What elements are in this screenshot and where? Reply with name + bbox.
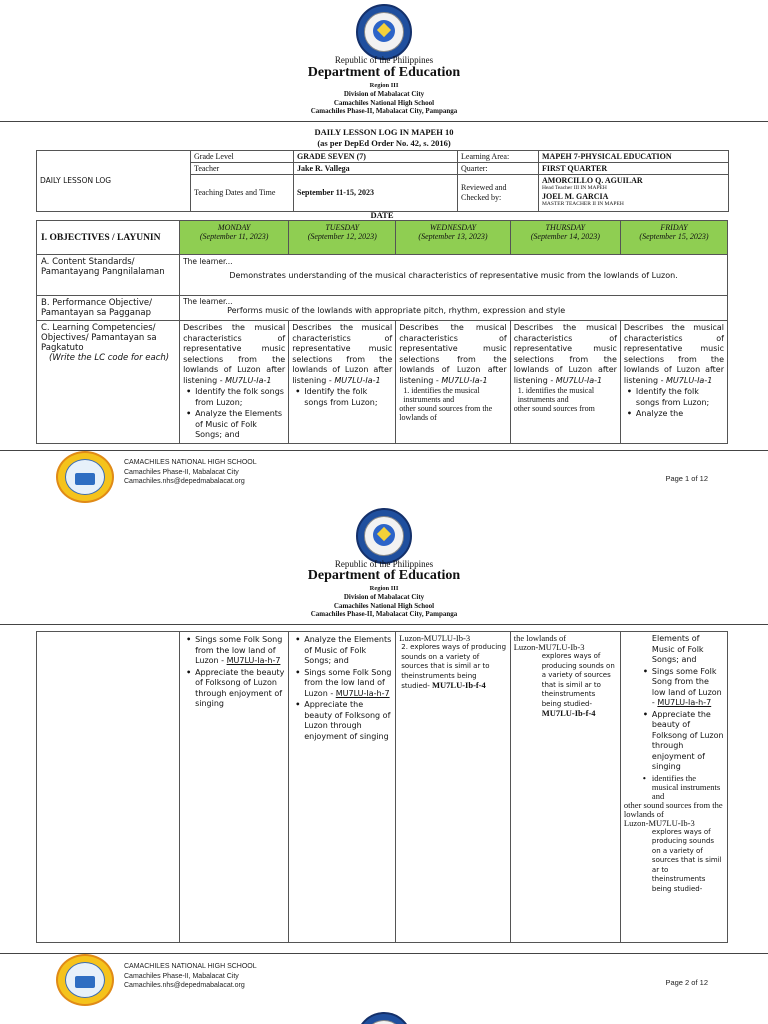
lc-code: MU7LU-Ia-h-7: [335, 688, 390, 698]
competency-list: [292, 387, 392, 408]
list-item: • Appreciate the beauty of Folksong of Luzon through enjoyment of singing: [195, 668, 285, 710]
competency-list: [183, 387, 285, 441]
list-text: Sings some Folk Song from the low land of Luzon -: [304, 667, 392, 698]
quarter-value: FIRST QUARTER: [539, 163, 729, 175]
reviewer-1-title: Head Teacher III IN MAPEH: [542, 185, 607, 191]
thursday-competency: [510, 321, 620, 444]
list-item: • Identify the folk songs from Luzon;: [636, 387, 724, 408]
objectives-table-continued: [36, 631, 728, 943]
performance-cell: [180, 296, 728, 321]
reviewed-label: Reviewed and Checked by:: [458, 175, 539, 212]
numbered-item: [399, 643, 506, 692]
numbered-item: 1. identifies the musical instruments and: [517, 386, 595, 404]
header-rule: [0, 121, 768, 122]
teaching-dates-value: September 11-15, 2023: [294, 175, 458, 212]
grade-level-value: GRADE SEVEN (7): [294, 151, 458, 163]
footer-text: [124, 458, 257, 487]
competency-label-cell: [37, 321, 180, 444]
list-text: Sings some Folk Song from the low land of Luzon -: [651, 666, 722, 707]
day-tuesday: [289, 221, 396, 255]
footer-rule: [0, 953, 768, 954]
lesson-log-subtitle: (as per DepEd Order No. 42, s. 2016): [317, 138, 451, 148]
lc-code: MU7LU-Ia-h-7: [226, 656, 281, 665]
competency-text: Describes the musical characteristics of representative music selections from the lowlands of Luzon after listening -: [399, 323, 507, 385]
item-text: explores ways of producing sounds on a variety of sources that is simil ar to theinstruments being studied-: [541, 652, 615, 708]
header-region: Region III: [369, 585, 399, 592]
date-heading: DATE: [370, 210, 394, 220]
info-table: [36, 150, 729, 212]
header-address: Camachiles Phase-II, Mabalacat City, Pampanga: [310, 107, 458, 115]
list-item: • identifies the musical instruments and: [652, 774, 724, 801]
header-republic: Republic of the Philippines: [334, 559, 434, 569]
deped-seal: [356, 4, 412, 60]
footer-email: Camachiles.nhs@depedmabalacat.org: [124, 478, 245, 485]
content-standards-lead: The learner...: [183, 257, 233, 266]
day-name: MONDAY: [217, 223, 251, 232]
content-standards-label: A. Content Standards/ Pamantayang Pangnilalaman: [37, 255, 180, 296]
list-item: [652, 667, 724, 709]
list-item: [195, 635, 285, 667]
day-date: (September 11, 2023): [199, 232, 269, 241]
competency-list: [292, 635, 392, 742]
friday-competency: [620, 321, 727, 444]
learning-area-label: Learning Area:: [458, 151, 539, 163]
objectives-table: [36, 220, 728, 444]
reviewers: [539, 175, 729, 212]
footer-address: Camachiles Phase-II, Mabalacat City: [124, 972, 239, 980]
header-school: Camachiles National High School: [333, 99, 435, 107]
deped-seal: [356, 1012, 412, 1024]
competency-note: (Write the LC code for each): [49, 353, 170, 363]
day-monday: [180, 221, 289, 255]
day-date: (September 14, 2023): [530, 232, 600, 241]
item-text: other sound sources from the lowlands of: [623, 799, 723, 819]
header-division: Division of Mabalacat City: [343, 90, 425, 98]
footer-text: [124, 962, 257, 991]
header-department: Department of Education: [307, 65, 461, 80]
item-text: Elements of Music of Folk Songs; and: [651, 634, 704, 664]
lc-code: MU7LU-Ib-f-4: [431, 680, 486, 690]
footer-school: CAMACHILES NATIONAL HIGH SCHOOL: [124, 459, 257, 466]
list-item: • Analyze the Elements of Music of Folk Songs; and: [195, 409, 285, 441]
numbered-item-cont: other sound sources from the lowlands of: [399, 404, 493, 422]
lc-code: MU7LU-Ia-1: [225, 375, 272, 385]
header-republic: Republic of the Philippines: [334, 55, 434, 65]
numbered-item: 1. identifies the musical instruments and: [403, 386, 480, 404]
competency-list: [183, 635, 285, 710]
lc-code: Luzon-MU7LU-Ib-3: [399, 633, 471, 643]
grade-level-label: Grade Level: [191, 151, 294, 163]
day-date: (September 15, 2023): [639, 232, 709, 241]
lc-code: Luzon-MU7LU-Ib-3: [513, 642, 585, 652]
day-date: (September 13, 2023): [418, 232, 488, 241]
page-number: Page 2 of 12: [665, 978, 708, 987]
list-item: • Appreciate the beauty of Folksong of Luzon through enjoyment of singing: [652, 710, 724, 773]
day-name: FRIDAY: [660, 223, 688, 232]
numbered-item-cont: other sound sources from: [513, 404, 595, 413]
lc-code: MU7LU-Ia-1: [555, 375, 603, 385]
daily-lesson-log-label: DAILY LESSON LOG: [37, 151, 191, 212]
school-logo: [56, 954, 114, 1006]
teaching-dates-label: Teaching Dates and Time: [191, 175, 294, 212]
list-item: • Analyze the Elements of Music of Folk Songs; and: [304, 635, 392, 667]
performance-text: Performs music of the lowlands with appropriate pitch, rhythm, expression and style: [227, 306, 566, 315]
header-division: Division of Mabalacat City: [343, 593, 425, 601]
list-item: [304, 668, 392, 700]
tuesday-competency: [289, 321, 396, 444]
competency-text: Describes the musical characteristics of representative music selections from the lowlands of Luzon after listening -: [292, 323, 393, 385]
quarter-label: Quarter:: [458, 163, 539, 175]
lc-code: MU7LU-Ia-1: [334, 375, 381, 385]
competency-text: Describes the musical characteristics of representative music selections from the lowlands of Luzon after listening -: [183, 323, 286, 385]
friday-competency-cont: [620, 632, 727, 943]
reviewer-2-title: MASTER TEACHER II IN MAPEH: [542, 201, 624, 207]
list-item: • Analyze the: [636, 409, 724, 420]
header-rule: [0, 624, 768, 625]
header-school: Camachiles National High School: [333, 602, 435, 610]
page-number: Page 1 of 12: [665, 474, 708, 483]
list-item: • Identify the folk songs from Luzon;: [304, 387, 392, 408]
objectives-label: I. OBJECTIVES / LAYUNIN: [37, 221, 180, 255]
header-address: Camachiles Phase-II, Mabalacat City, Pampanga: [310, 610, 458, 618]
lc-code: MU7LU-Ib-f-4: [541, 708, 596, 718]
competency-text: Describes the musical characteristics of representative music selections from the lowlands of Luzon after listening -: [513, 323, 617, 385]
lesson-log-title: DAILY LESSON LOG IN MAPEH 10: [314, 127, 454, 137]
reviewer-1-name: AMORCILLO Q. AGUILAR: [542, 176, 643, 185]
item-text: the lowlands of: [513, 633, 567, 643]
item-text: 2. explores ways of producing sounds on a variety of sources that is simil ar to theinstruments being studied-: [401, 643, 507, 690]
performance-label: B. Performance Objective/ Pamantayan sa Pagganap: [37, 296, 180, 321]
tuesday-competency-cont: [289, 632, 396, 943]
teacher-label: Teacher: [191, 163, 294, 175]
day-wednesday: [396, 221, 510, 255]
content-standards-cell: [180, 255, 728, 296]
day-name: TUESDAY: [325, 223, 360, 232]
day-friday: [620, 221, 727, 255]
lc-code: MU7LU-Ia-h-7: [657, 698, 712, 707]
competency-text: Describes the musical characteristics of representative music selections from the lowlands of Luzon after listening -: [623, 323, 724, 385]
competency-list: [624, 667, 724, 801]
competency-list: [624, 387, 724, 420]
day-name: THURSDAY: [545, 223, 586, 232]
label-cell-empty: [37, 632, 180, 943]
footer-email: Camachiles.nhs@depedmabalacat.org: [124, 982, 245, 989]
performance-lead: The learner...: [183, 297, 233, 306]
footer-school: CAMACHILES NATIONAL HIGH SCHOOL: [124, 963, 257, 970]
item-text: explores ways of producing sounds on a variety of sources that is simil ar to theinstruments being studied-: [651, 827, 722, 893]
school-logo: [56, 451, 114, 503]
lc-code: MU7LU-Ia-1: [441, 375, 488, 385]
monday-competency-cont: [180, 632, 289, 943]
deped-seal: [356, 508, 412, 564]
lc-code: MU7LU-Ia-1: [666, 375, 713, 385]
footer-address: Camachiles Phase-II, Mabalacat City: [124, 468, 239, 476]
wednesday-competency-cont: [396, 632, 510, 943]
day-thursday: [510, 221, 620, 255]
lc-code: Luzon-MU7LU-Ib-3: [623, 817, 695, 828]
day-name: WEDNESDAY: [429, 223, 477, 232]
list-text: Sings some Folk Song from the low land of Luzon -: [195, 635, 283, 665]
thursday-competency-cont: [510, 632, 620, 943]
header-department: Department of Education: [307, 568, 461, 583]
reviewer-2-name: JOEL M. GARCIA: [542, 192, 609, 201]
learning-area-value: MAPEH 7-PHYSICAL EDUCATION: [539, 151, 729, 163]
monday-competency: [180, 321, 289, 444]
teacher-value: Jake R. Vallega: [294, 163, 458, 175]
wednesday-competency: [396, 321, 510, 444]
content-standards-text: Demonstrates understanding of the musical characteristics of representative music from the lowlands of Luzon.: [229, 270, 678, 280]
list-item: • Appreciate the beauty of Folksong of Luzon through enjoyment of singing: [304, 700, 392, 742]
competency-label: C. Learning Competencies/ Objectives/ Pamantayan sa Pagkatuto: [41, 323, 157, 353]
footer-rule: [0, 450, 768, 451]
list-item: • Identify the folk songs from Luzon;: [195, 387, 285, 408]
day-date: (September 12, 2023): [307, 232, 377, 241]
header-region: Region III: [369, 82, 399, 89]
